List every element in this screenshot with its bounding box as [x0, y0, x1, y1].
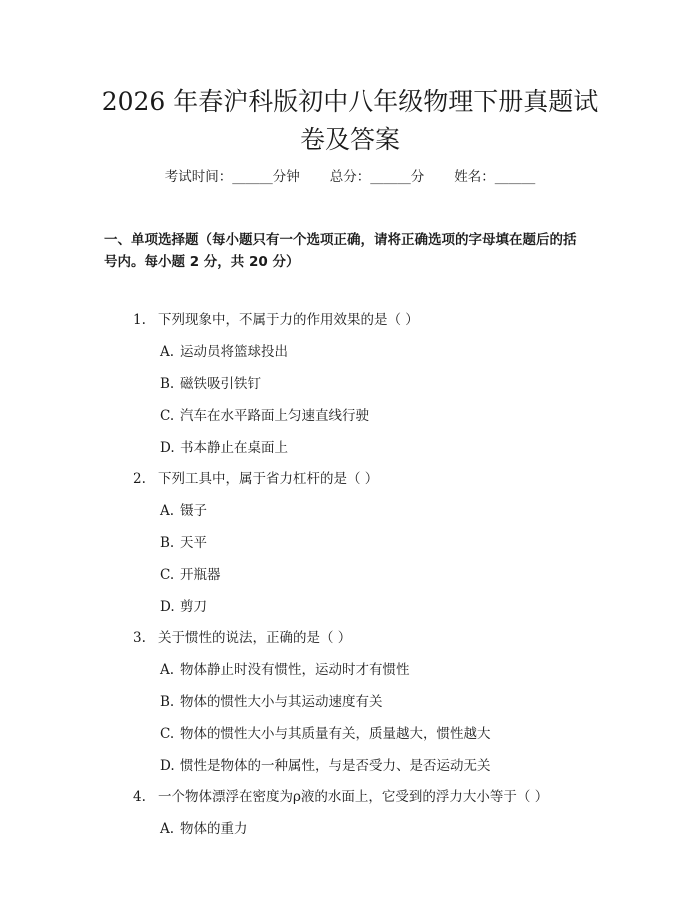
question-4 [133, 787, 548, 807]
option-text: 物体的惯性大小与其运动速度有关 [180, 694, 383, 710]
option-letter: B. [160, 694, 175, 710]
option-3b [160, 692, 383, 712]
section-heading-line-2: 号内。每小题 2 分，共 20 分） [104, 254, 300, 270]
option-letter: A. [160, 344, 175, 360]
option-letter: A. [160, 821, 175, 837]
question-3 [133, 628, 351, 648]
option-letter: B. [160, 376, 175, 392]
option-text: 物体的重力 [180, 821, 248, 837]
option-2c [160, 565, 221, 585]
option-text: 开瓶器 [180, 567, 221, 583]
section-heading-line-1: 一、单项选择题（每小题只有一个选项正确，请将正确选项的字母填在题后的括 [104, 232, 577, 248]
option-1d [160, 438, 288, 458]
option-text: 运动员将篮球投出 [180, 344, 288, 360]
question-text: 关于惯性的说法，正确的是（ ） [158, 630, 352, 646]
option-text: 汽车在水平路面上匀速直线行驶 [180, 408, 369, 424]
option-text: 镊子 [180, 503, 207, 519]
exam-time-field: 考试时间：______分钟 [164, 169, 300, 185]
option-letter: D. [160, 440, 175, 456]
question-2 [133, 469, 378, 489]
question-number: 2. [133, 471, 146, 487]
option-letter: A. [160, 503, 175, 519]
option-1b [160, 374, 261, 394]
option-text: 剪刀 [180, 599, 207, 615]
exam-info-row [0, 167, 700, 187]
option-3a [160, 660, 410, 680]
option-2a [160, 501, 207, 521]
option-3c [160, 724, 491, 744]
option-3d [160, 756, 491, 776]
total-score-field: 总分：______分 [329, 169, 425, 185]
option-letter: D. [160, 599, 175, 615]
option-letter: D. [160, 758, 175, 774]
question-text: 下列工具中，属于省力杠杆的是（ ） [158, 471, 379, 487]
option-letter: C. [160, 408, 175, 424]
option-2b [160, 533, 207, 553]
option-1c [160, 406, 369, 426]
option-text: 物体静止时没有惯性，运动时才有惯性 [180, 662, 410, 678]
option-text: 物体的惯性大小与其质量有关，质量越大，惯性越大 [180, 726, 491, 742]
question-number: 1. [133, 312, 146, 328]
option-text: 天平 [180, 535, 207, 551]
option-4a [160, 819, 248, 839]
question-number: 4. [133, 789, 146, 805]
question-1 [133, 310, 419, 330]
option-1a [160, 342, 288, 362]
option-text: 惯性是物体的一种属性，与是否受力、是否运动无关 [180, 758, 491, 774]
student-name-field: 姓名：______ [454, 169, 536, 185]
option-2d [160, 597, 207, 617]
option-letter: A. [160, 662, 175, 678]
option-text: 磁铁吸引铁钉 [180, 376, 261, 392]
exam-title-line-2: 卷及答案 [299, 125, 400, 154]
option-letter: C. [160, 726, 175, 742]
option-letter: B. [160, 535, 175, 551]
question-number: 3. [133, 630, 146, 646]
option-letter: C. [160, 567, 175, 583]
question-text: 一个物体漂浮在密度为ρ液的水面上，它受到的浮力大小等于（ ） [158, 789, 549, 805]
exam-title-line-1: 2026 年春沪科版初中八年级物理下册真题试 [101, 87, 599, 116]
option-text: 书本静止在桌面上 [180, 440, 288, 456]
question-text: 下列现象中，不属于力的作用效果的是（ ） [158, 312, 419, 328]
